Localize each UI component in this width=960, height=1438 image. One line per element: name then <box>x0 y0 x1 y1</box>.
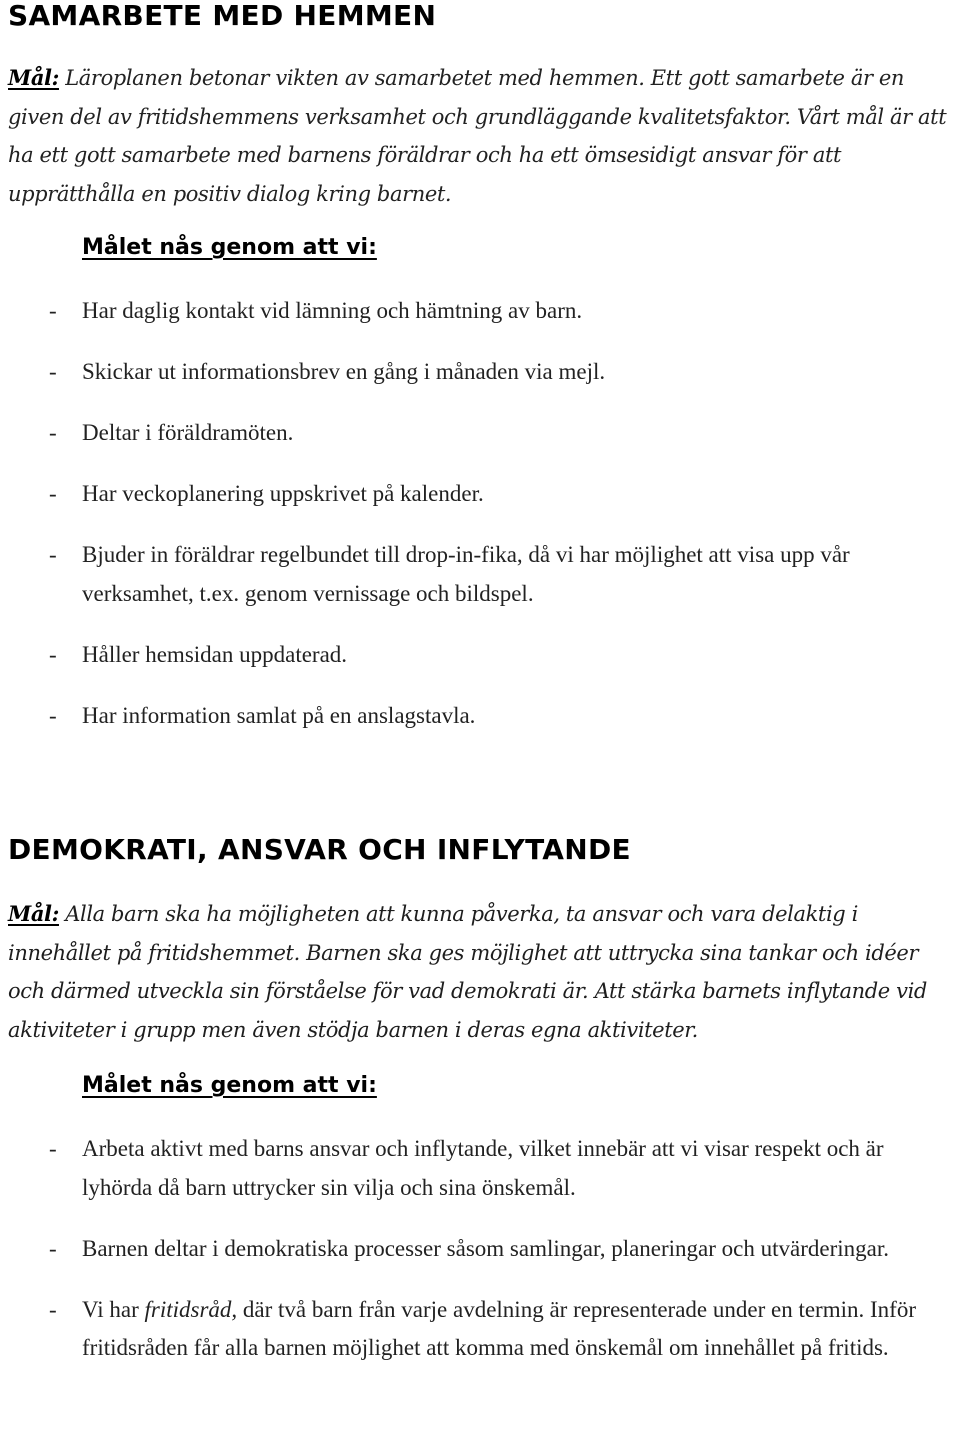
section-heading-samarbete: SAMARBETE MED HEMMEN <box>8 0 437 32</box>
list-item-text: Barnen deltar i demokratiska processer såsom samlingar, planeringar och utvärderingar. <box>82 1235 889 1261</box>
goal-text: Läroplanen betonar vikten av samarbetet med hemmen. Ett gott samarbete är en given del av fritidshemmens verksamhet och grundläggande kvalitetsfaktor. Vårt mål är att ha ett gott samarbete med barnens föräldrar och ha ett ömsesidigt ansvar för att upprätthålla en positiv dialog kring barnet. <box>8 66 947 206</box>
goal-paragraph-samarbete <box>8 59 958 213</box>
list-item-text: Arbeta aktivt med barns ansvar och inflytande, vilket innebär att vi visar respekt och är lyhörda då barn uttrycker sin vilja och sina önskemål. <box>82 1136 884 1200</box>
list-item-text: Bjuder in föräldrar regelbundet till drop-in-fika, då vi har möjlighet att visa upp vår verksamhet, t.ex. genom vernissage och bildspel. <box>82 542 850 606</box>
list-samarbete <box>0 292 960 758</box>
bullet-dash: - <box>49 702 57 728</box>
subheading-samarbete: Målet nås genom att vi: <box>82 235 377 260</box>
list-item-text: Har information samlat på en anslagstavla. <box>82 702 476 728</box>
goal-label: Mål: <box>8 65 59 90</box>
list-item <box>0 697 960 736</box>
section-heading-demokrati: DEMOKRATI, ANSVAR OCH INFLYTANDE <box>8 833 631 866</box>
list-item-text-after: där två barn från varje avdelning är representerade under en termin. Inför fritidsråden får alla barnen möjlighet att komma med önskemål om innehållet på fritids. <box>82 1296 916 1360</box>
list-item <box>0 636 960 675</box>
bullet-dash: - <box>49 420 57 445</box>
list-item <box>0 353 960 392</box>
list-demokrati <box>0 1130 960 1390</box>
list-item <box>0 1230 960 1269</box>
list-item-text: Skickar ut informationsbrev en gång i månaden via mejl. <box>82 359 606 384</box>
bullet-dash: - <box>49 1235 57 1261</box>
goal-paragraph-demokrati <box>8 895 958 1049</box>
list-item <box>0 475 960 514</box>
bullet-dash: - <box>49 481 57 506</box>
bullet-dash: - <box>49 641 57 667</box>
list-item <box>0 1291 960 1368</box>
bullet-dash: - <box>49 542 57 567</box>
goal-text: Alla barn ska ha möjligheten att kunna påverka, ta ansvar och vara delaktig i innehållet på fritidshemmet. Barnen ska ges möjlighet att uttrycka sina tankar och idéer och därmed utveckla sin förståelse för vad demokrati är. Att stärka barnets inflytande vid aktiviteter i grupp men även stödja barnen i deras egna aktiviteter. <box>8 902 927 1042</box>
goal-label: Mål: <box>8 901 59 926</box>
list-item <box>0 536 960 613</box>
list-item-text: Har daglig kontakt vid lämning och hämtning av barn. <box>82 298 583 323</box>
bullet-dash: - <box>49 298 57 323</box>
list-item <box>0 1130 960 1207</box>
list-item-text: Håller hemsidan uppdaterad. <box>82 641 348 667</box>
bullet-dash: - <box>49 1296 57 1322</box>
list-item-text: Deltar i föräldramöten. <box>82 420 294 445</box>
list-item <box>0 414 960 453</box>
list-item-text: Har veckoplanering uppskrivet på kalender. <box>82 481 484 506</box>
list-item <box>0 292 960 331</box>
subheading-demokrati: Målet nås genom att vi: <box>82 1073 377 1098</box>
bullet-dash: - <box>49 1136 57 1161</box>
list-item-text-before: Vi har <box>82 1296 145 1322</box>
list-item-emphasis: fritidsråd, <box>144 1296 238 1322</box>
bullet-dash: - <box>49 359 57 384</box>
